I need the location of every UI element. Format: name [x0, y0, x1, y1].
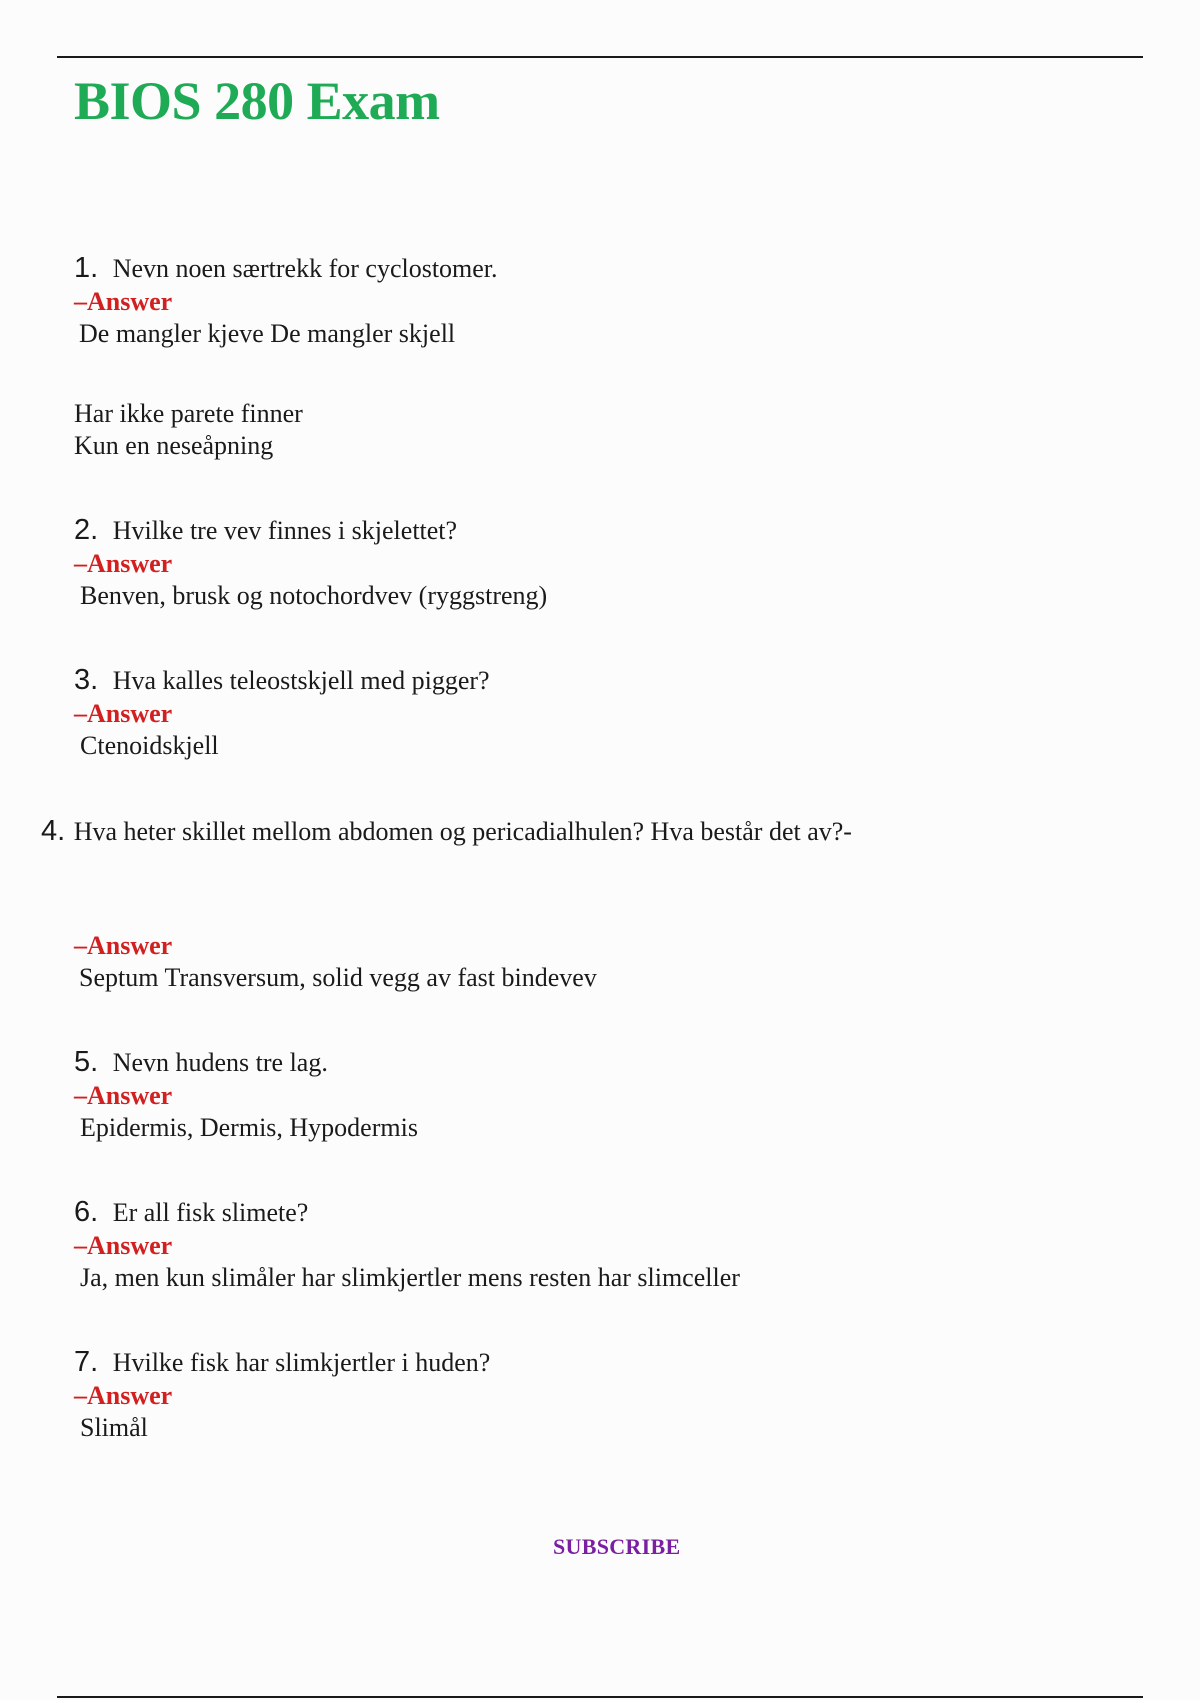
- question-number: 3.: [74, 664, 99, 696]
- question-7: [74, 1346, 490, 1379]
- answer-label: –Answer: [74, 1381, 173, 1410]
- answer-extra-line: Kun en neseåpning: [74, 431, 274, 460]
- answer-text: De mangler kjeve De mangler skjell: [79, 319, 456, 348]
- question-text: Er all fisk slimete?: [112, 1198, 309, 1227]
- answer-label: –Answer: [74, 931, 173, 960]
- question-number: 5.: [74, 1046, 99, 1078]
- question-2: [74, 514, 457, 547]
- answer-extra-line: Har ikke parete finner: [74, 399, 303, 428]
- question-text: Nevn noen særtrekk for cyclostomer.: [112, 254, 498, 283]
- answer-label: –Answer: [74, 699, 173, 728]
- question-3: [74, 664, 490, 697]
- answer-text: Benven, brusk og notochordvev (ryggstreng): [80, 581, 548, 610]
- answer-label: –Answer: [74, 549, 173, 578]
- answer-text: Septum Transversum, solid vegg av fast bindevev: [79, 963, 597, 992]
- answer-label: –Answer: [74, 1231, 173, 1260]
- question-number: 4.: [41, 815, 66, 847]
- answer-text: Slimål: [80, 1413, 148, 1442]
- question-number: 1.: [74, 252, 99, 284]
- answer-label: –Answer: [74, 1081, 173, 1110]
- answer-text: Ctenoidskjell: [80, 731, 219, 760]
- subscribe-link[interactable]: SUBSCRIBE: [553, 1534, 681, 1559]
- question-4: [41, 815, 852, 848]
- question-text: Hvilke tre vev finnes i skjelettet?: [112, 516, 458, 545]
- question-text: Hva kalles teleostskjell med pigger?: [112, 666, 490, 695]
- question-text: Nevn hudens tre lag.: [112, 1048, 328, 1077]
- question-number: 7.: [74, 1346, 99, 1378]
- question-6: [74, 1196, 308, 1229]
- question-text: Hva heter skillet mellom abdomen og pericadialhulen? Hva består det av?-: [73, 817, 852, 846]
- page-title: BIOS 280 Exam: [74, 71, 440, 131]
- question-1: [74, 252, 498, 285]
- answer-text: Epidermis, Dermis, Hypodermis: [80, 1113, 418, 1142]
- question-number: 2.: [74, 514, 99, 546]
- question-5: [74, 1046, 328, 1079]
- question-text: Hvilke fisk har slimkjertler i huden?: [112, 1348, 491, 1377]
- top-rule: [57, 56, 1143, 58]
- question-number: 6.: [74, 1196, 99, 1228]
- bottom-rule: [57, 1696, 1143, 1698]
- answer-text: Ja, men kun slimåler har slimkjertler mens resten har slimceller: [80, 1263, 740, 1292]
- answer-label: –Answer: [74, 287, 173, 316]
